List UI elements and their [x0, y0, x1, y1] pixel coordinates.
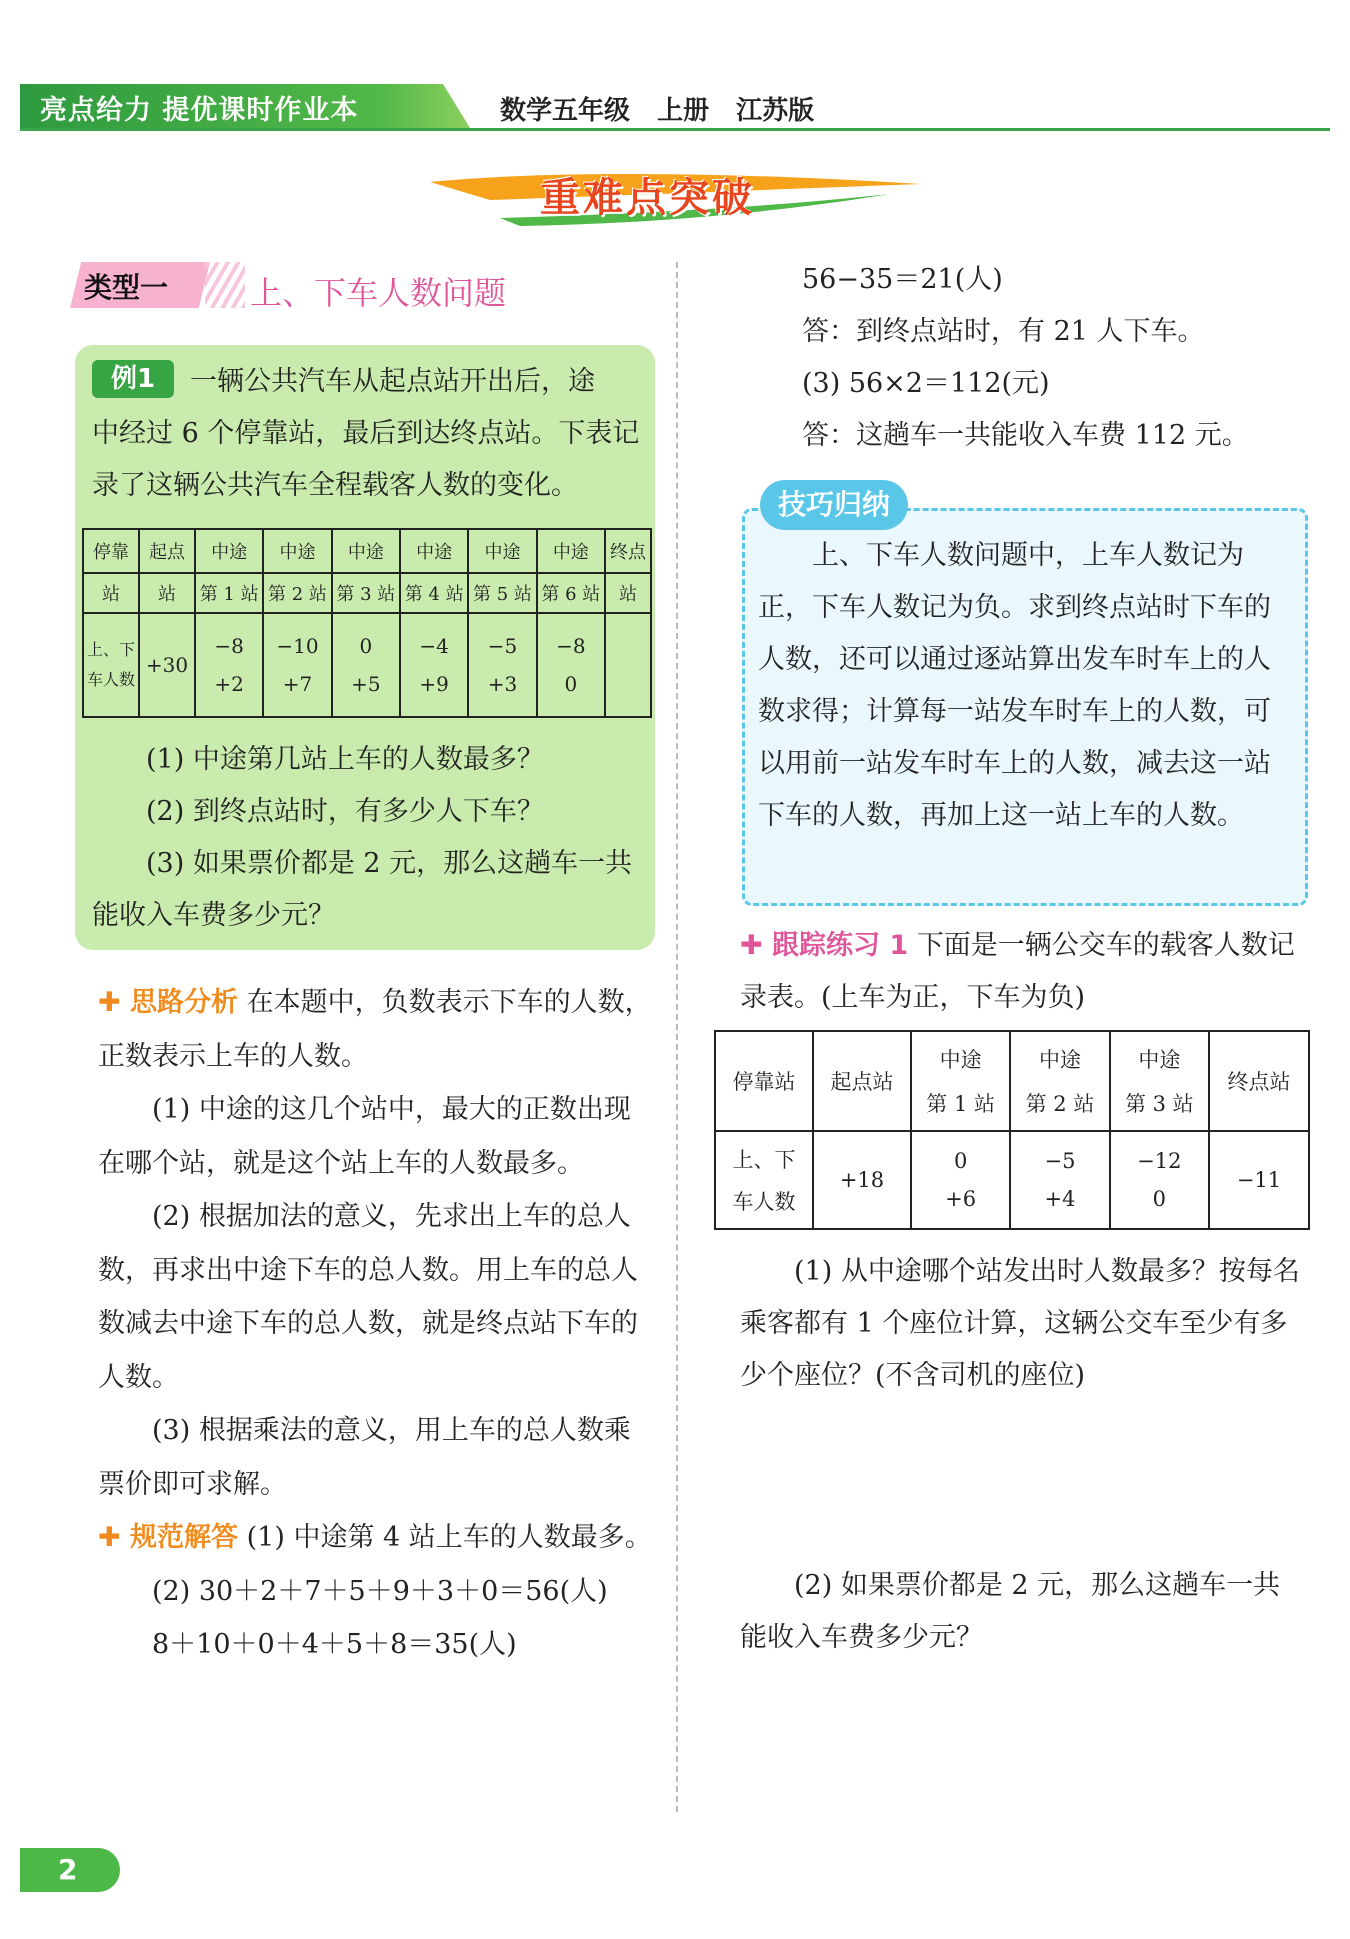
- analysis-intro: 在本题中，负数表示下车的人数，正数表示上车的人数。: [98, 987, 652, 1072]
- header-rule: [20, 128, 1330, 131]
- table-cell-end: [605, 613, 651, 717]
- analysis-point-1: (1) 中途的这几个站中，最大的正数出现在哪个站，就是这个站上车的人数最多。: [98, 1094, 631, 1179]
- table-cell: −8 0: [537, 613, 605, 717]
- table-cell-end: −11: [1209, 1131, 1309, 1229]
- answer-2-line2: 8＋10＋0＋4＋5＋8＝35(人): [152, 1629, 517, 1660]
- page-number: 2: [20, 1848, 120, 1892]
- table-row-label: 上、下车人数: [83, 613, 139, 717]
- answer-label: ✚ 规范解答: [98, 1522, 239, 1553]
- table-header-cell: 中途 第 1 站: [911, 1031, 1010, 1131]
- table-header-cell: 第 6 站: [537, 573, 605, 613]
- header-subject: 数学五年级: [500, 96, 631, 126]
- practice-question-2: (2) 如果票价都是 2 元，那么这趟车一共能收入车费多少元？: [740, 1570, 1281, 1653]
- question-1: (1) 中途第几站上车的人数最多？: [146, 744, 544, 775]
- header-edition: 江苏版: [736, 96, 815, 126]
- example-label: 例1: [92, 360, 174, 398]
- table-row-label: 上、下 车人数: [715, 1131, 813, 1229]
- example-questions: [92, 734, 652, 942]
- table-header-cell: 终点: [605, 529, 651, 573]
- table-cell: 0 +6: [911, 1131, 1010, 1229]
- answer-2-conclusion: 答：到终点站时，有 21 人下车。: [802, 316, 1205, 347]
- example-intro-rest: 中经过 6 个停靠站，最后到达终点站。下表记录了这辆公共汽车全程载客人数的变化。: [92, 418, 640, 501]
- table-header-cell: 终点站: [1209, 1031, 1309, 1131]
- table-header-cell: 中途: [263, 529, 331, 573]
- answer-1: (1) 中途第 4 站上车的人数最多。: [246, 1522, 652, 1553]
- table-header-cell: 中途: [195, 529, 263, 573]
- table-header-cell: 中途: [400, 529, 468, 573]
- table-header-cell: 第 4 站: [400, 573, 468, 613]
- header-volume: 上册: [657, 96, 710, 126]
- practice-table: [714, 1030, 1310, 1230]
- tip-text: 上、下车人数问题中，上车人数记为正，下车人数记为负。求到终点站时下车的人数，还可以通过逐站算出发车时车上的人数求得；计算每一站发车时车上的人数，可以用前一站发车时车上的人数，减去这一站下车的人数，再加上这一站上车的人数。: [758, 540, 1271, 831]
- example-table: [82, 528, 652, 718]
- answer-continued: [802, 254, 1302, 462]
- analysis-label: ✚ 思路分析: [98, 987, 239, 1018]
- table-header-cell: 起点: [139, 529, 195, 573]
- table-header-cell: 起点站: [813, 1031, 911, 1131]
- question-2: (2) 到终点站时，有多少人下车？: [146, 796, 544, 827]
- table-header-cell: 中途 第 3 站: [1110, 1031, 1209, 1131]
- table-header-cell: 站: [83, 573, 139, 613]
- table-cell: −5 +3: [468, 613, 536, 717]
- table-header-cell: 中途 第 2 站: [1010, 1031, 1109, 1131]
- table-cell: 0 +5: [332, 613, 400, 717]
- example-intro-first: 一辆公共汽车从起点站开出后，途: [190, 366, 595, 397]
- type-tag-stripes: [205, 262, 245, 308]
- answer-3-conclusion: 答：这趟车一共能收入车费 112 元。: [802, 420, 1249, 451]
- table-cell-start: +18: [813, 1131, 911, 1229]
- practice-question-1: (1) 从中途哪个站发出时人数最多？按每名乘客都有 1 个座位计算，这辆公交车至少有多少个座位？(不含司机的座位): [740, 1256, 1300, 1391]
- table-cell: −5 +4: [1010, 1131, 1109, 1229]
- table-cell: −8 +2: [195, 613, 263, 717]
- analysis-section: [98, 976, 654, 1672]
- question-3: (3) 如果票价都是 2 元，那么这趟车一共能收入车费多少元？: [92, 848, 633, 931]
- table-cell: −10 +7: [263, 613, 331, 717]
- table-header-cell: 第 5 站: [468, 573, 536, 613]
- analysis-point-2: (2) 根据加法的意义，先求出上车的总人数，再求出中途下车的总人数。用上车的总人数减去中途下车的总人数，就是终点站下车的人数。: [98, 1201, 638, 1393]
- table-header-cell: 中途: [468, 529, 536, 573]
- answer-2-line1: (2) 30＋2＋7＋5＋9＋3＋0＝56(人): [152, 1575, 608, 1607]
- answer-2-line3: 56−35＝21(人): [802, 264, 1003, 295]
- table-header-cell: 停靠站: [715, 1031, 813, 1131]
- answer-3: (3) 56×2＝112(元): [802, 368, 1050, 399]
- type-tag-title: 上、下车人数问题: [250, 274, 507, 312]
- table-header-cell: 第 1 站: [195, 573, 263, 613]
- table-cell: −4 +9: [400, 613, 468, 717]
- type-tag-label: 类型一: [84, 271, 169, 304]
- practice-label: ✚ 跟踪练习 1: [740, 930, 909, 961]
- table-header-cell: 第 2 站: [263, 573, 331, 613]
- table-cell-start: +30: [139, 613, 195, 717]
- section-title: 重难点突破: [540, 175, 755, 221]
- header-brand: 亮点给力 提优课时作业本: [40, 95, 359, 126]
- practice-section: [740, 920, 1305, 1024]
- table-header-cell: 中途: [332, 529, 400, 573]
- column-divider: [676, 262, 678, 1812]
- analysis-point-3: (3) 根据乘法的意义，用上车的总人数乘票价即可求解。: [98, 1415, 631, 1500]
- tip-label: 技巧归纳: [760, 480, 908, 530]
- table-header-cell: 中途: [537, 529, 605, 573]
- header-book-info: [500, 90, 814, 127]
- table-header-cell: 停靠: [83, 529, 139, 573]
- table-header-cell: 站: [139, 573, 195, 613]
- practice-intro: 下面是一辆公交车的载客人数记录表。(上车为正，下车为负): [740, 930, 1295, 1013]
- table-header-cell: 第 3 站: [332, 573, 400, 613]
- table-header-cell: 站: [605, 573, 651, 613]
- table-cell: −12 0: [1110, 1131, 1209, 1229]
